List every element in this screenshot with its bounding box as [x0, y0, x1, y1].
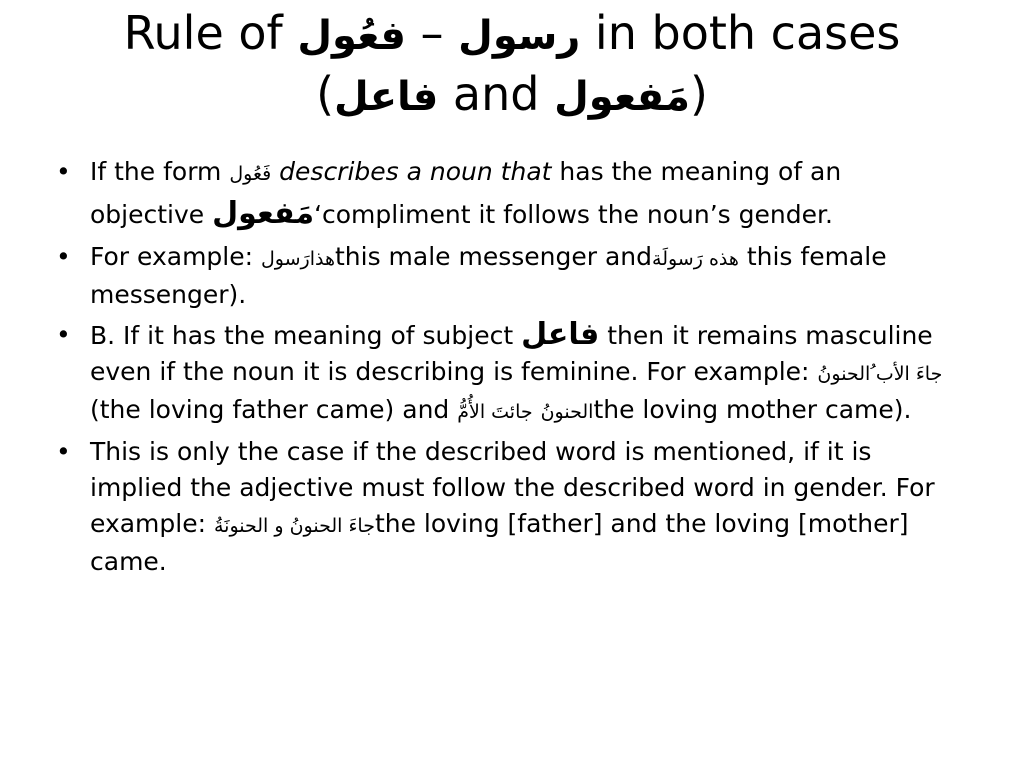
bullet-2: [52, 239, 952, 313]
title-dash: –: [405, 6, 459, 60]
title-text: Rule of: [123, 6, 298, 60]
bullet-2-text-3: this female messenger).: [90, 242, 887, 309]
bullet-1-arabic-1: فَعُول: [229, 163, 272, 185]
title-paren-open: (: [316, 67, 335, 121]
bullet-3-text-1: B. If it has the meaning of subject: [90, 321, 522, 350]
bullet-3-arabic-2: جاءَ الأب ُالحنونُ: [817, 363, 943, 385]
title-line-1: [40, 4, 984, 65]
title-text-end: in both cases: [580, 6, 901, 60]
title-and: and: [438, 67, 555, 121]
bullet-1-text-1: If the form: [90, 157, 230, 186]
bullet-1-italic: describes a noun that: [271, 157, 552, 186]
slide-body: [52, 152, 952, 584]
bullet-2-arabic-2: هذه رَسولَة: [652, 248, 739, 270]
bullet-1: [52, 152, 952, 235]
title-paren-close: ): [689, 67, 708, 121]
bullet-3-text-5: the loving mother came).: [593, 395, 912, 424]
bullet-1-text-2: has the meaning of an objective: [90, 157, 842, 229]
bullet-3-arabic-1: فاعل: [521, 317, 600, 352]
bullet-3-text-3: (the loving father came) and: [90, 395, 458, 424]
bullet-3-text-4: [533, 395, 541, 424]
bullet-2-text-1: For example:: [90, 242, 261, 271]
bullet-3-arabic-3: جائتَ الأُمُّ: [457, 401, 533, 423]
bullet-4-text-1: This is only the case if the described word is mentioned, if it is implied the adjective must follow the described word in gender. For example:: [90, 437, 935, 538]
bullet-3-text-2: then it remains masculine even if the noun it is describing is feminine. For example:: [90, 321, 933, 386]
bullet-3: [52, 317, 952, 430]
title-arabic-fauul: فعُول: [297, 13, 406, 59]
title-line-2: [40, 65, 984, 126]
title-arabic-rasul: رسول: [458, 13, 581, 59]
slide-title: [40, 4, 984, 126]
bullet-2-text-2: this male messenger and: [334, 242, 653, 271]
bullet-1-arabic-2: مَفعول: [212, 196, 315, 231]
title-arabic-faail: فاعل: [334, 74, 439, 120]
bullet-4: [52, 434, 952, 580]
bullet-1-text-3: ‘compliment it follows the noun’s gender.: [314, 200, 833, 229]
bullet-3-arabic-4: الحنونُ: [540, 401, 594, 423]
title-arabic-mafool: مَفعول: [554, 74, 690, 120]
bullet-4-arabic-1: جاءَ الحنونُ و الحنونَةُ: [213, 515, 375, 537]
bullet-4-text-2: the loving [father] and the loving [mother] came.: [90, 509, 909, 576]
bullet-2-arabic-1: هذارَسول: [260, 248, 335, 270]
